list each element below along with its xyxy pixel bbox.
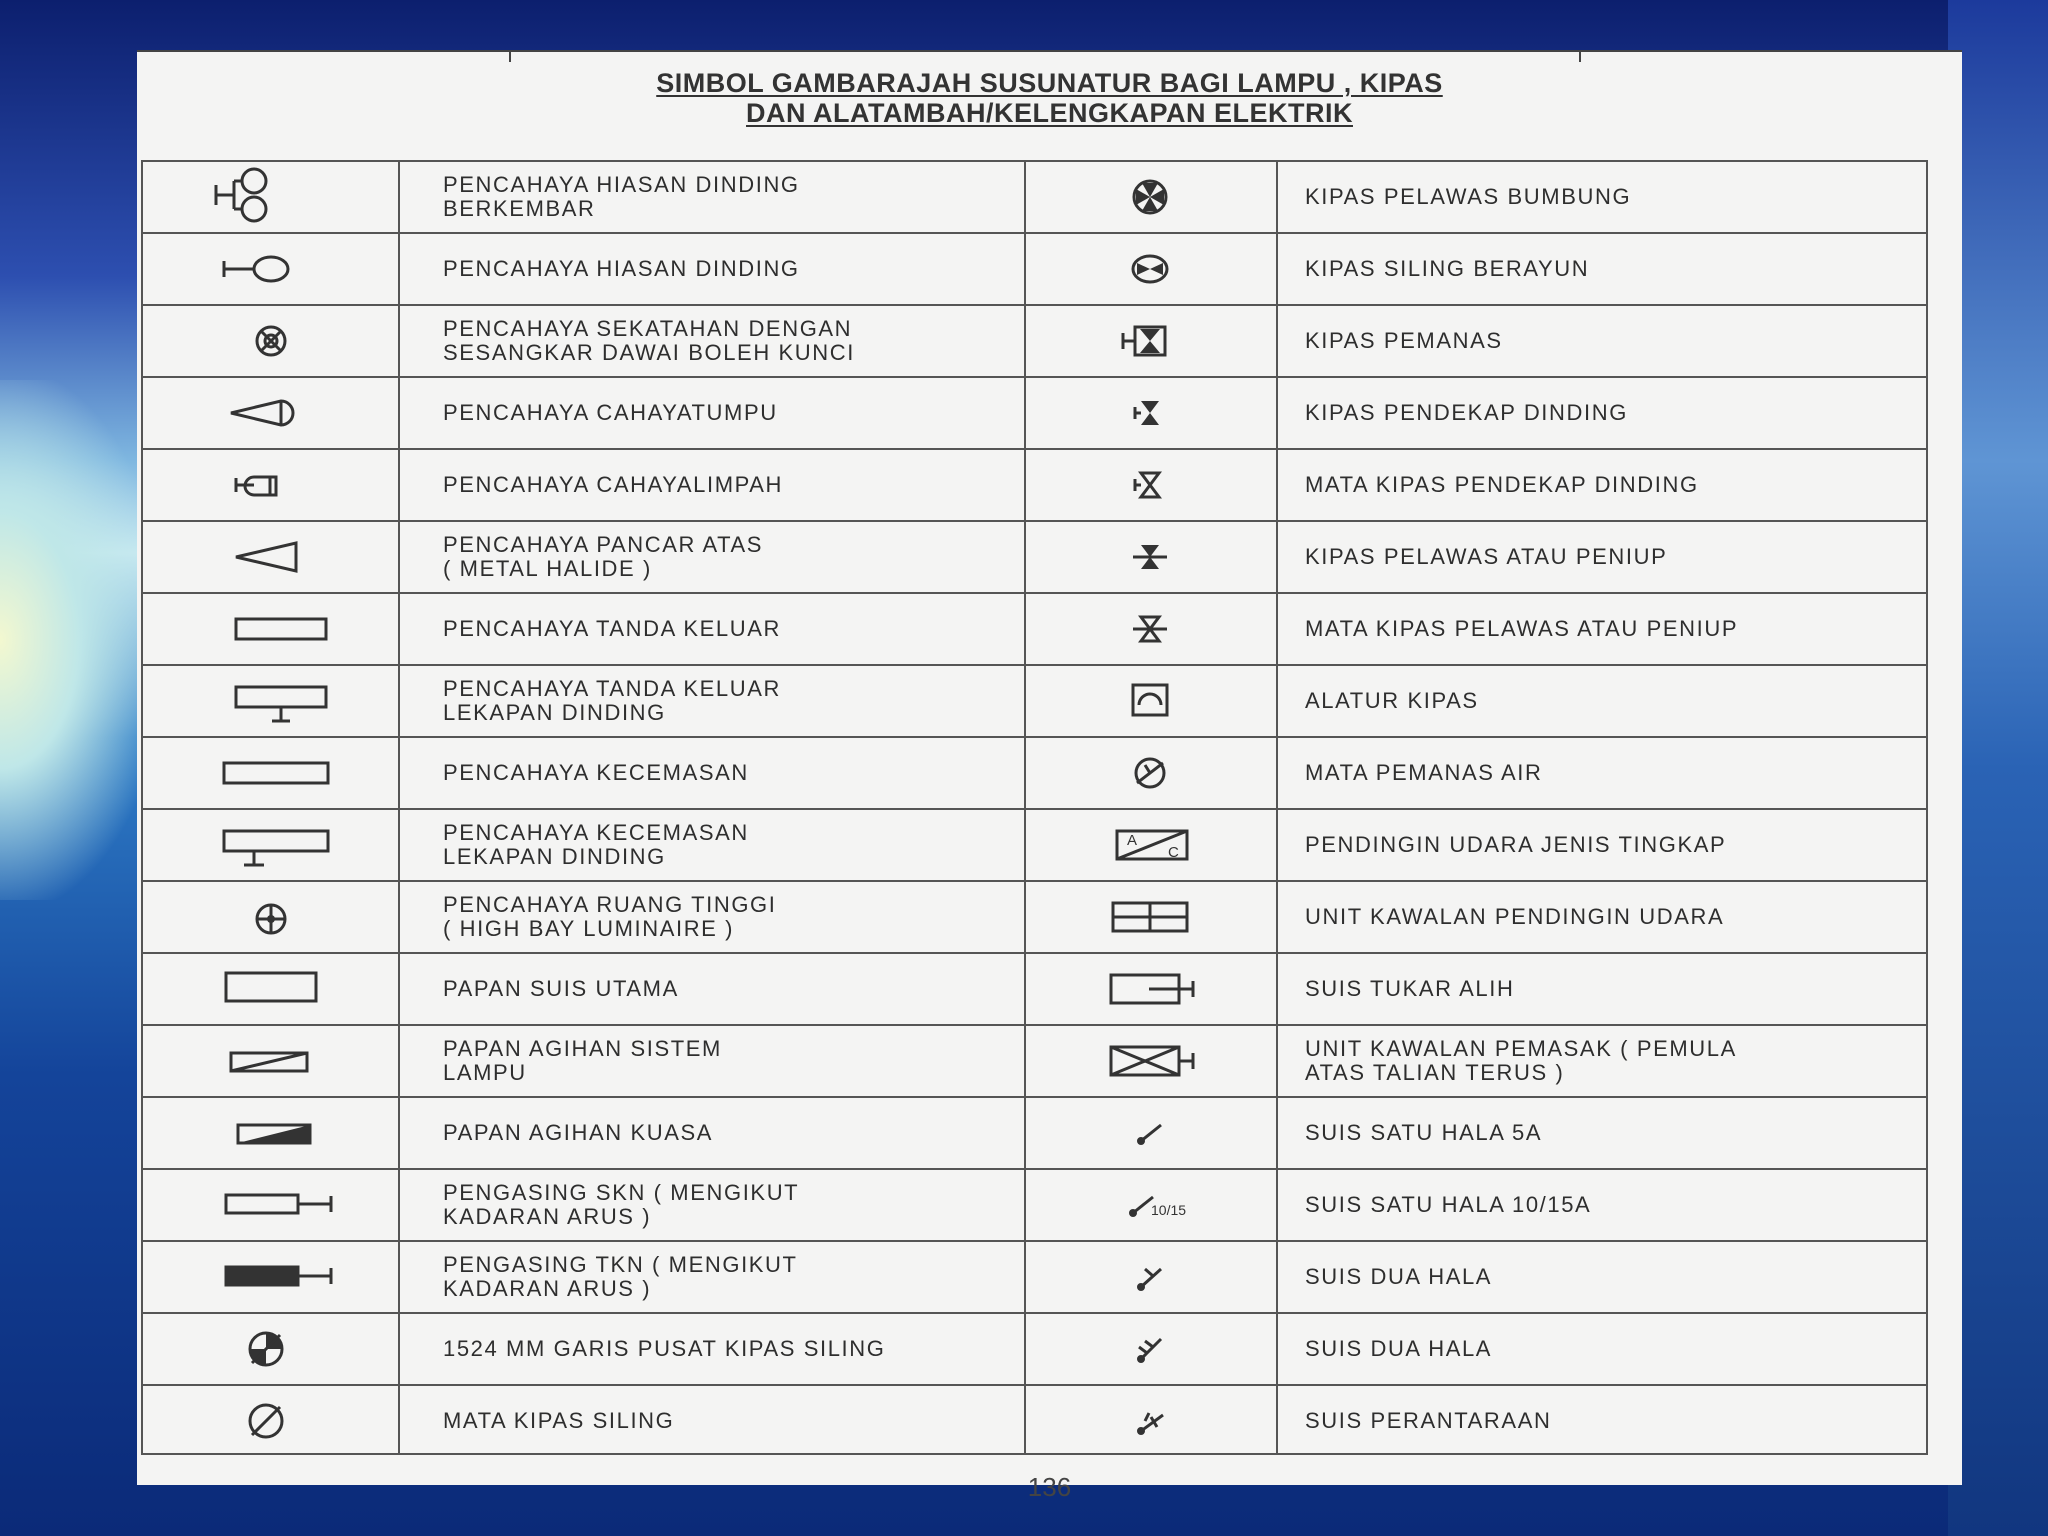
spotlight-icon (143, 378, 399, 448)
emergency-light-wall-icon (143, 810, 399, 880)
floodlight-icon (196, 455, 346, 515)
metal-halide-icon (196, 527, 346, 587)
blower-fan-point-icon (1025, 594, 1275, 664)
background-right-band (1948, 0, 2048, 1536)
spotlight-icon (196, 383, 346, 443)
right-symbol-label: KIPAS PELAWAS BUMBUNG (1305, 184, 1632, 209)
window-ac-icon (1075, 815, 1225, 875)
oscillating-fan-icon (1025, 234, 1275, 304)
left-symbol-label: PENCAHAYA SEKATAHAN DENGAN SESANGKAR DAWAI BOLEH KUNCI (443, 316, 855, 365)
bulkhead-light-icon (196, 311, 346, 371)
high-bay-icon (196, 887, 346, 947)
blower-fan-icon (1025, 522, 1275, 592)
one-way-switch-5a-icon (1075, 1103, 1225, 1163)
left-symbol-label: PAPAN AGIHAN KUASA (443, 1120, 714, 1145)
left-symbol-label: PENCAHAYA RUANG TINGGI ( HIGH BAY LUMINAIRE ) (443, 892, 777, 941)
blower-fan-icon (1075, 527, 1225, 587)
table-row (143, 1242, 1926, 1314)
ceiling-fan-1524-icon (143, 1314, 399, 1384)
background-glow (0, 380, 160, 900)
left-symbol-label: PENCAHAYA KECEMASAN (443, 760, 749, 785)
intermediate-switch-icon (1025, 1386, 1275, 1456)
isolator-tkn-icon (143, 1242, 399, 1312)
lighting-db-icon (196, 1031, 346, 1091)
table-row (143, 522, 1926, 594)
page-top-border (137, 50, 1962, 52)
water-heater-point-icon (1075, 743, 1225, 803)
isolator-skn-icon (196, 1175, 346, 1235)
document-page (137, 50, 1962, 1502)
table-row (143, 1386, 1926, 1458)
ac-control-icon (1075, 887, 1225, 947)
power-db-icon (196, 1103, 346, 1163)
left-symbol-label: 1524 MM GARIS PUSAT KIPAS SILING (443, 1336, 886, 1361)
fan-regulator-icon (1025, 666, 1275, 736)
table-row (143, 594, 1926, 666)
right-symbol-label: KIPAS PEMANAS (1305, 328, 1503, 353)
heater-fan-icon (1025, 306, 1275, 376)
right-symbol-label: SUIS DUA HALA (1305, 1336, 1493, 1361)
symbol-table (141, 160, 1928, 1455)
main-switchboard-icon (143, 954, 399, 1024)
right-symbol-label: MATA KIPAS PELAWAS ATAU PENIUP (1305, 616, 1739, 641)
table-row (143, 162, 1926, 234)
table-row (143, 378, 1926, 450)
wall-fan-point-icon (1025, 450, 1275, 520)
right-symbol-label: KIPAS PELAWAS ATAU PENIUP (1305, 544, 1668, 569)
one-way-switch-5a-icon (1025, 1098, 1275, 1168)
table-row (143, 234, 1926, 306)
water-heater-point-icon (1025, 738, 1275, 808)
left-symbol-label: PAPAN AGIHAN SISTEM LAMPU (443, 1036, 722, 1085)
two-way-switch-alt-icon (1025, 1314, 1275, 1384)
page-tick (509, 50, 511, 62)
exhaust-fan-icon (1075, 167, 1225, 227)
wall-fan-icon (1075, 383, 1225, 443)
right-symbol-label: ALATUR KIPAS (1305, 688, 1479, 713)
two-way-switch-icon (1025, 1242, 1275, 1312)
one-way-switch-15a-icon (1025, 1170, 1275, 1240)
right-symbol-label: MATA PEMANAS AIR (1305, 760, 1543, 785)
isolator-skn-icon (143, 1170, 399, 1240)
wall-light-icon (143, 234, 399, 304)
table-row (143, 1170, 1926, 1242)
emergency-light-icon (143, 738, 399, 808)
table-row (143, 666, 1926, 738)
one-way-switch-15a-icon (1075, 1175, 1225, 1235)
left-symbol-label: PENCAHAYA HIASAN DINDING BERKEMBAR (443, 172, 800, 221)
high-bay-icon (143, 882, 399, 952)
window-ac-icon (1025, 810, 1275, 880)
right-symbol-label: UNIT KAWALAN PEMASAK ( PEMULA ATAS TALIAN TERUS ) (1305, 1036, 1737, 1085)
double-wall-light-icon (196, 167, 346, 227)
changeover-switch-icon (1025, 954, 1275, 1024)
svg-text:C: C (1168, 844, 1179, 861)
floodlight-icon (143, 450, 399, 520)
left-symbol-label: PENCAHAYA TANDA KELUAR (443, 616, 782, 641)
emergency-light-icon (196, 743, 346, 803)
right-symbol-label: PENDINGIN UDARA JENIS TINGKAP (1305, 832, 1727, 857)
table-row (143, 1026, 1926, 1098)
table-row (143, 1098, 1926, 1170)
document-title-line1: SIMBOL GAMBARAJAH SUSUNATUR BAGI LAMPU , KIPAS (656, 68, 1443, 98)
fan-regulator-icon (1075, 671, 1225, 731)
right-symbol-label: SUIS DUA HALA (1305, 1264, 1493, 1289)
right-symbol-label: UNIT KAWALAN PENDINGIN UDARA (1305, 904, 1725, 929)
right-symbol-label: SUIS PERANTARAAN (1305, 1408, 1552, 1433)
right-symbol-label: KIPAS PENDEKAP DINDING (1305, 400, 1628, 425)
bulkhead-light-icon (143, 306, 399, 376)
right-symbol-label: SUIS SATU HALA 10/15A (1305, 1192, 1592, 1217)
left-symbol-label: PENCAHAYA CAHAYALIMPAH (443, 472, 784, 497)
exit-sign-wall-icon (143, 666, 399, 736)
two-way-switch-icon (1075, 1247, 1225, 1307)
left-symbol-label: PENCAHAYA HIASAN DINDING (443, 256, 800, 281)
emergency-light-wall-icon (196, 815, 346, 875)
exit-sign-icon (143, 594, 399, 664)
table-row (143, 738, 1926, 810)
heater-fan-icon (1075, 311, 1225, 371)
intermediate-switch-icon (1075, 1391, 1225, 1451)
table-row (143, 306, 1926, 378)
left-symbol-label: PENCAHAYA KECEMASAN LEKAPAN DINDING (443, 820, 749, 869)
ceiling-fan-1524-icon (196, 1319, 346, 1379)
document-title-line2: DAN ALATAMBAH/KELENGKAPAN ELEKTRIK (746, 98, 1353, 128)
left-symbol-label: PAPAN SUIS UTAMA (443, 976, 679, 1001)
page-tick (1579, 50, 1581, 62)
wall-fan-icon (1025, 378, 1275, 448)
table-row (143, 810, 1926, 882)
right-symbol-label: MATA KIPAS PENDEKAP DINDING (1305, 472, 1699, 497)
cooker-control-icon (1075, 1031, 1225, 1091)
right-symbol-label: KIPAS SILING BERAYUN (1305, 256, 1590, 281)
lighting-db-icon (143, 1026, 399, 1096)
left-symbol-label: PENCAHAYA PANCAR ATAS ( METAL HALIDE ) (443, 532, 764, 581)
left-symbol-label: PENGASING TKN ( MENGIKUT KADARAN ARUS ) (443, 1252, 798, 1301)
table-row (143, 1314, 1926, 1386)
wall-fan-point-icon (1075, 455, 1225, 515)
page-number: 136 (1027, 1472, 1072, 1502)
exhaust-fan-icon (1025, 162, 1275, 232)
left-symbol-label: PENCAHAYA TANDA KELUAR LEKAPAN DINDING (443, 676, 782, 725)
ceiling-fan-point-icon (143, 1386, 399, 1456)
power-db-icon (143, 1098, 399, 1168)
blower-fan-point-icon (1075, 599, 1225, 659)
wall-light-icon (196, 239, 346, 299)
metal-halide-icon (143, 522, 399, 592)
svg-text:A: A (1127, 832, 1138, 849)
main-switchboard-icon (196, 959, 346, 1019)
left-symbol-label: PENCAHAYA CAHAYATUMPU (443, 400, 778, 425)
table-row (143, 882, 1926, 954)
isolator-tkn-icon (196, 1247, 346, 1307)
two-way-switch-alt-icon (1075, 1319, 1225, 1379)
right-symbol-label: SUIS SATU HALA 5A (1305, 1120, 1543, 1145)
ceiling-fan-point-icon (196, 1391, 346, 1451)
exit-sign-wall-icon (196, 671, 346, 731)
right-symbol-label: SUIS TUKAR ALIH (1305, 976, 1515, 1001)
exit-sign-icon (196, 599, 346, 659)
left-symbol-label: PENGASING SKN ( MENGIKUT KADARAN ARUS ) (443, 1180, 800, 1229)
table-row (143, 954, 1926, 1026)
svg-text:10/15: 10/15 (1151, 1202, 1187, 1218)
oscillating-fan-icon (1075, 239, 1225, 299)
left-symbol-label: MATA KIPAS SILING (443, 1408, 675, 1433)
double-wall-light-icon (143, 162, 399, 232)
cooker-control-icon (1025, 1026, 1275, 1096)
changeover-switch-icon (1075, 959, 1225, 1019)
ac-control-icon (1025, 882, 1275, 952)
table-row (143, 450, 1926, 522)
